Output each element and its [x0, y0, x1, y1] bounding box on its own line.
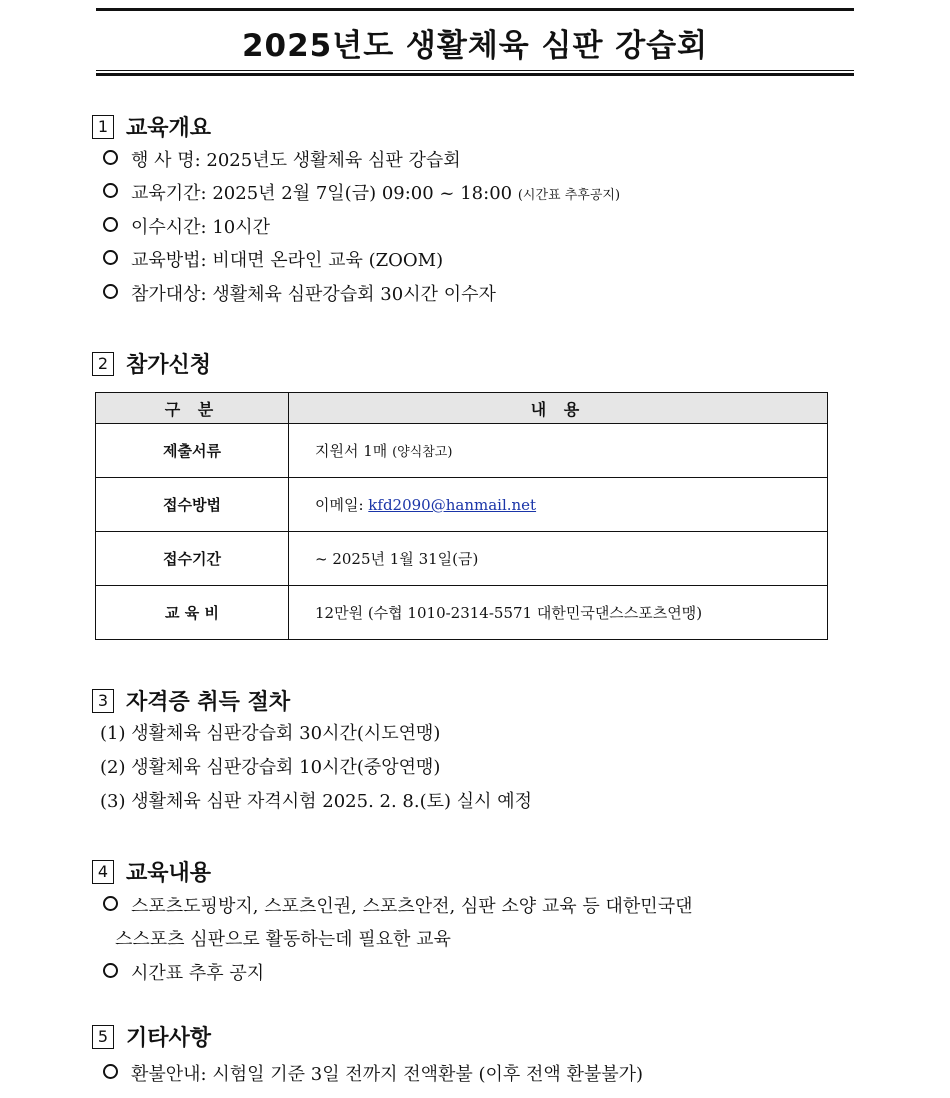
- item-text: 생활체육 심판강습회 30시간(시도연맹): [131, 723, 441, 744]
- list-item: [103, 249, 443, 273]
- item-text: 10시간: [212, 217, 271, 238]
- registration-table: [95, 392, 828, 640]
- section-heading-registration: [92, 348, 211, 379]
- title-top-rule: [96, 8, 854, 11]
- circle-bullet-icon: [103, 217, 118, 232]
- section-heading-content: [92, 856, 211, 887]
- item-text: 스포츠도핑방지, 스포츠인권, 스포츠안전, 심판 소양 교육 등 대한민국댄: [131, 896, 693, 917]
- row-label: 접수기간: [96, 532, 289, 586]
- column-header: 내 용: [289, 393, 828, 424]
- item-text: 생활체육 심판강습회 30시간 이수자: [212, 284, 496, 305]
- section-title: 자격증 취득 절차: [126, 690, 291, 715]
- section-number-box: 2: [92, 352, 114, 376]
- list-item: [103, 216, 270, 240]
- circle-bullet-icon: [103, 896, 118, 911]
- list-item: [103, 962, 264, 986]
- list-item: [100, 756, 440, 780]
- email-link[interactable]: kfd2090@hanmail.net: [368, 496, 537, 514]
- section-heading-etc: [92, 1021, 211, 1052]
- table-header-row: [96, 393, 828, 424]
- list-item: [103, 1063, 643, 1087]
- item-text: 생활체육 심판 자격시험 2025. 2. 8.(토) 실시 예정: [131, 791, 533, 812]
- table-row: [96, 586, 828, 640]
- table-row: [96, 424, 828, 478]
- list-item: [103, 182, 620, 208]
- section-title: 교육개요: [126, 116, 212, 141]
- title-bottom-rule-thick: [96, 73, 854, 76]
- section-number-box: 3: [92, 689, 114, 713]
- section-title: 기타사항: [126, 1026, 212, 1051]
- circle-bullet-icon: [103, 250, 118, 265]
- circle-bullet-icon: [103, 963, 118, 978]
- item-text: 비대면 온라인 교육 (ZOOM): [212, 250, 444, 271]
- title-block: [96, 8, 854, 76]
- row-value-text: 지원서 1매: [315, 442, 388, 460]
- row-value: [289, 478, 828, 532]
- list-item: [100, 722, 440, 746]
- item-label: 이수시간:: [131, 217, 207, 238]
- item-label: 참가대상:: [131, 284, 207, 305]
- item-note: (시간표 추후공지): [517, 188, 621, 203]
- section-number-box: 1: [92, 115, 114, 139]
- row-label: 교 육 비: [96, 586, 289, 640]
- item-text: 2025년 2월 7일(금) 09:00 ~ 18:00: [212, 183, 513, 204]
- item-label: 교육방법:: [131, 250, 207, 271]
- item-label: 환불안내:: [131, 1064, 207, 1085]
- column-header: 구 분: [96, 393, 289, 424]
- list-item: [103, 283, 496, 307]
- row-label: 접수방법: [96, 478, 289, 532]
- circle-bullet-icon: [103, 1064, 118, 1079]
- row-value-note: (양식참고): [392, 445, 453, 460]
- list-item: [103, 895, 692, 919]
- section-title: 참가신청: [126, 353, 212, 378]
- section-title: 교육내용: [126, 861, 212, 886]
- item-text: 시간표 추후 공지: [131, 963, 265, 984]
- item-text: 2025년도 생활체육 심판 강습회: [206, 150, 461, 171]
- table-row: [96, 478, 828, 532]
- list-item: [100, 790, 532, 814]
- item-label: 교육기간:: [131, 183, 207, 204]
- item-text: 생활체육 심판강습회 10시간(중앙연맹): [131, 757, 441, 778]
- item-label: 행 사 명:: [131, 150, 201, 171]
- list-item-continuation: 스스포츠 심판으로 활동하는데 필요한 교육: [115, 929, 451, 950]
- section-heading-certification: [92, 685, 290, 716]
- item-marker: (3): [100, 791, 126, 812]
- section-number-box: 4: [92, 860, 114, 884]
- list-item: [103, 149, 461, 173]
- item-marker: (2): [100, 757, 126, 778]
- row-value: [289, 424, 828, 478]
- item-text: 시험일 기준 3일 전까지 전액환불 (이후 전액 환불불가): [212, 1064, 644, 1085]
- row-value-prefix: 이메일:: [315, 496, 369, 514]
- item-marker: (1): [100, 723, 126, 744]
- section-heading-overview: [92, 111, 211, 142]
- row-value: ~ 2025년 1월 31일(금): [289, 532, 828, 586]
- circle-bullet-icon: [103, 183, 118, 198]
- row-label: 제출서류: [96, 424, 289, 478]
- circle-bullet-icon: [103, 284, 118, 299]
- page-title: 2025년도 생활체육 심판 강습회: [241, 28, 709, 64]
- row-value: 12만원 (수협 1010-2314-5571 대한민국댄스스포츠연맹): [289, 586, 828, 640]
- title-bottom-rule-thin: [96, 70, 854, 71]
- table-row: [96, 532, 828, 586]
- circle-bullet-icon: [103, 150, 118, 165]
- section-number-box: 5: [92, 1025, 114, 1049]
